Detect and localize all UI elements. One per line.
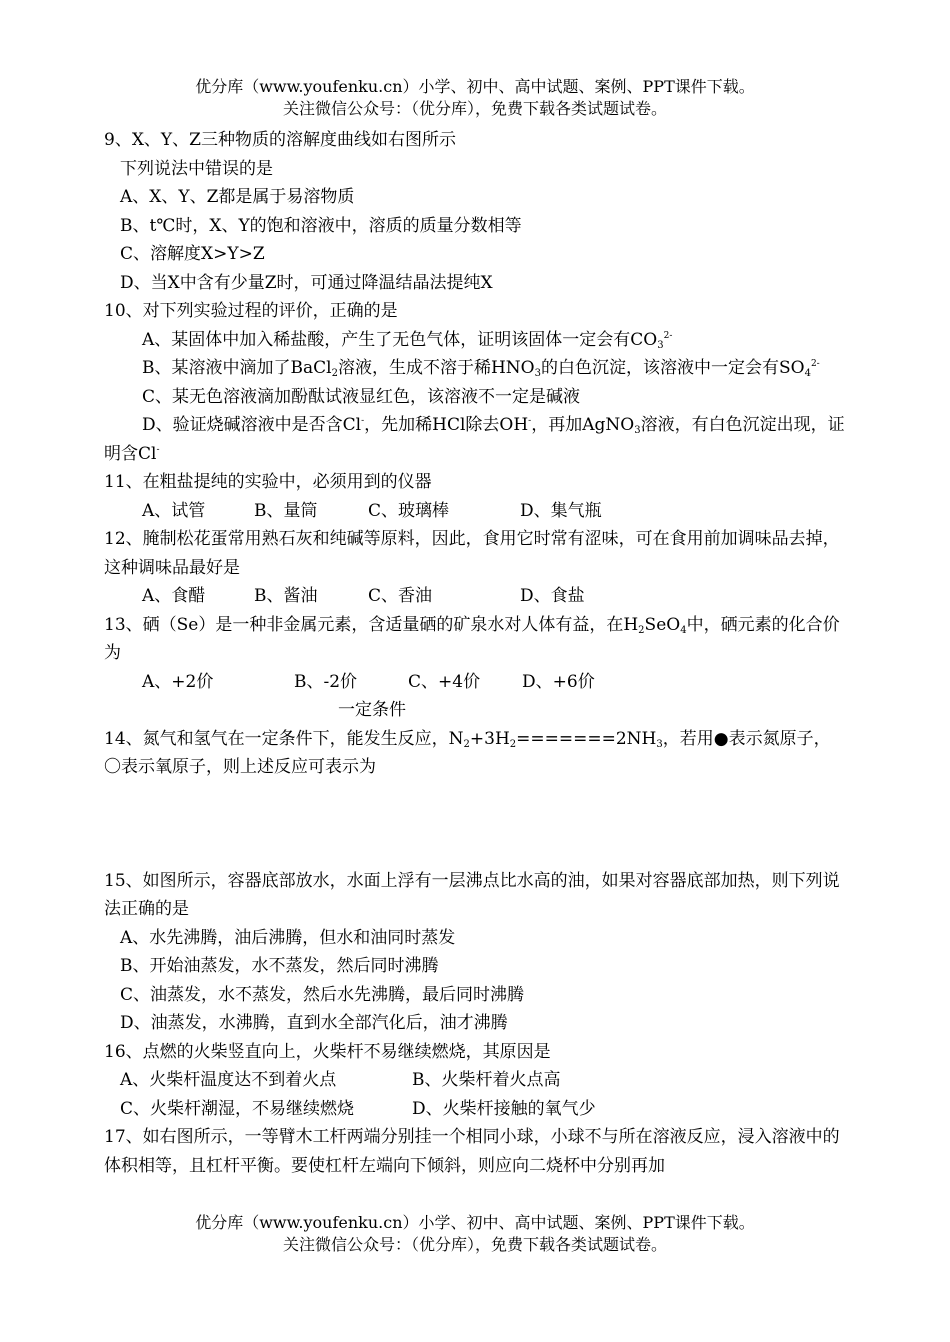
- q11-options: [104, 497, 856, 526]
- q15-option-d: D、油蒸发，水沸腾，直到水全部汽化后，油才沸腾: [120, 1013, 508, 1033]
- footer-line-1: 优分库（www.youfenku.cn）小学、初中、高中试题、案例、PPT课件下载。: [195, 1213, 755, 1232]
- q12-option-a: A、食醋: [142, 586, 206, 606]
- header-line-2: 关注微信公众号：（优分库），免费下载各类试题试卷。: [282, 99, 667, 118]
- q14-line-2: 〇表示氧原子，则上述反应可表示为: [104, 757, 376, 777]
- q15-stem: 15、如图所示，容器底部放水，水面上浮有一层沸点比水高的油，如果对容器底部加热，则下列说法正确的是: [104, 870, 840, 919]
- q11-option-b: B、量筒: [254, 500, 318, 521]
- q13-option-d: D、+6价: [522, 671, 595, 692]
- q15-option-b: B、开始油蒸发，水不蒸发，然后同时沸腾: [120, 956, 439, 976]
- page-header: [0, 76, 950, 120]
- q11-option-d: D、集气瓶: [520, 500, 602, 521]
- page-footer: [0, 1212, 950, 1256]
- q13-option-a: A、+2价: [142, 671, 214, 692]
- q13-options: [104, 668, 856, 697]
- q11-stem: 11、在粗盐提纯的实验中，必须用到的仪器: [104, 472, 432, 492]
- q15-option-c: C、油蒸发，水不蒸发，然后水先沸腾，最后同时沸腾: [120, 984, 525, 1005]
- q13-option-b: B、-2价: [294, 671, 358, 692]
- q16-stem: 16、点燃的火柴竖直向上，火柴杆不易继续燃烧，其原因是: [104, 1041, 551, 1062]
- q10-option-d: D、验证烧碱溶液中是否含Cl-，先加稀HCl除去OH-，再加AgNO$_3$溶液，有白色沉淀出现，证明含Cl-: [104, 415, 845, 464]
- q12-options: [104, 582, 856, 611]
- q12-option-c: C、香油: [368, 586, 433, 606]
- q9-option-c: C、溶解度X>Y>Z: [120, 244, 265, 264]
- question-body: [104, 126, 856, 1180]
- q14-stem: 14、氮气和氢气在一定条件下，能发生反应，$N_2+3H_2=======2NH_3$，若用●表示氮原子，: [104, 728, 831, 750]
- q9-stem: 9、X、Y、Z三种物质的溶解度曲线如右图所示: [104, 130, 456, 150]
- q14-figure-space: [104, 782, 856, 867]
- q12-option-b: B、酱油: [254, 586, 318, 606]
- q9-sub: 下列说法中错误的是: [120, 158, 273, 179]
- q17-stem: 17、如右图所示，一等臂木工杆两端分别挂一个相同小球，小球不与所在溶液反应，浸入溶液中的体积相等，且杠杆平衡。要使杠杆左端向下倾斜，则应向二烧杯中分别再加: [104, 1127, 840, 1176]
- q16-options-row-1: [104, 1066, 856, 1095]
- q9-option-d: D、当X中含有少量Z时，可通过降温结晶法提纯X: [120, 272, 493, 293]
- q10-stem: 10、对下列实验过程的评价，正确的是: [104, 301, 398, 321]
- q9-option-b: B、t℃时，X、Y的饱和溶液中，溶质的质量分数相等: [120, 215, 522, 236]
- q12-stem: 12、腌制松花蛋常用熟石灰和纯碱等原料，因此，食用它时常有涩味，可在食用前加调味品去掉，这种调味品最好是: [104, 529, 840, 578]
- q10-option-c: C、某无色溶液滴加酚酞试液显红色，该溶液不一定是碱液: [142, 386, 581, 407]
- q10-option-a: A、某固体中加入稀盐酸，产生了无色气体，证明该固体一定会有$CO_3^{2-}$: [142, 329, 673, 351]
- header-line-1: 优分库（www.youfenku.cn）小学、初中、高中试题、案例、PPT课件下载。: [195, 77, 755, 96]
- footer-line-2: 关注微信公众号：（优分库），免费下载各类试题试卷。: [282, 1235, 667, 1254]
- q10-option-b: B、某溶液中滴加了BaCl$_2$溶液，生成不溶于稀$HNO_3$的白色沉淀，该溶液中一定会有$SO_4^{2-}$: [142, 358, 820, 379]
- q13-stem: 13、硒（Se）是一种非金属元素，含适量硒的矿泉水对人体有益，在$H_2SeO_4$中，硒元素的化合价为: [104, 614, 840, 663]
- q14-condition-label: 一定条件: [338, 700, 406, 720]
- q15-option-a: A、水先沸腾，油后沸腾，但水和油同时蒸发: [120, 927, 456, 948]
- q11-option-a: A、试管: [142, 500, 206, 521]
- q13-option-c: C、+4价: [408, 671, 481, 692]
- q16-options-row-2: [104, 1095, 856, 1124]
- q16-option-a: A、火柴杆温度达不到着火点: [120, 1070, 337, 1090]
- q16-option-b: B、火柴杆着火点高: [412, 1070, 561, 1090]
- q11-option-c: C、玻璃棒: [368, 500, 450, 521]
- q16-option-d: D、火柴杆接触的氧气少: [412, 1098, 596, 1119]
- q12-option-d: D、食盐: [520, 586, 585, 606]
- q9-option-a: A、X、Y、Z都是属于易溶物质: [120, 187, 355, 207]
- q16-option-c: C、火柴杆潮湿，不易继续燃烧: [120, 1098, 355, 1119]
